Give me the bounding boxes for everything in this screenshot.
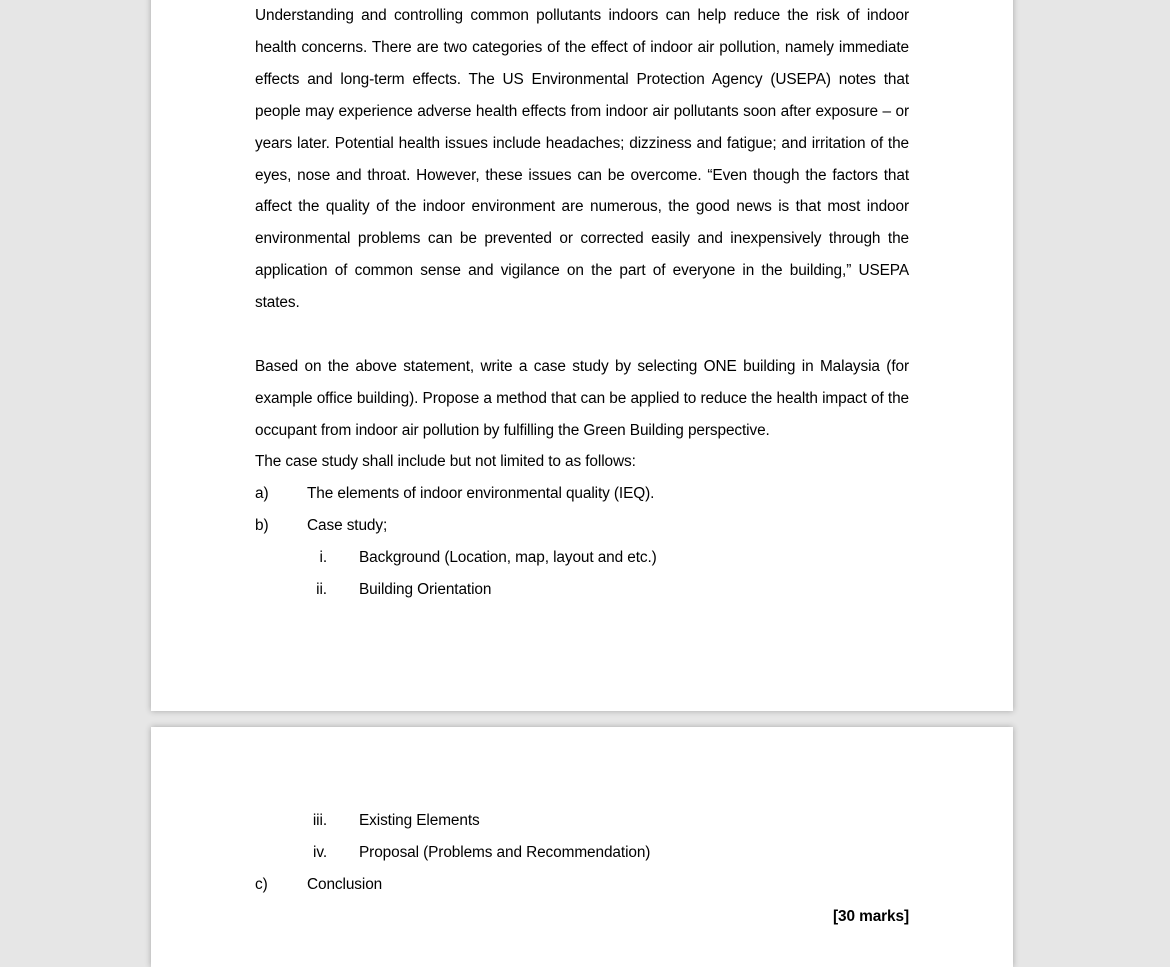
list-item-text: The elements of indoor environmental quality (IEQ). (307, 485, 655, 503)
list-item-b-ii (255, 574, 909, 606)
list-item-text: Proposal (Problems and Recommendation) (359, 843, 651, 861)
list-marker: iii. (312, 812, 327, 829)
list-marker: i. (319, 549, 327, 567)
list-item-text: Building Orientation (359, 581, 492, 599)
list-item-b-i (255, 542, 909, 574)
page-2-content (255, 805, 909, 933)
list-item-text: Existing Elements (359, 812, 480, 829)
list-marker: a) (255, 485, 269, 503)
list-marker: ii. (316, 581, 327, 599)
list-item-b-iv (255, 837, 909, 869)
list-item-b-iii (255, 805, 909, 837)
list-marker: c) (255, 875, 268, 893)
document-page-1 (151, 0, 1013, 711)
list-item-text: Conclusion (307, 875, 383, 893)
paragraph-indoor-pollutants: Understanding and controlling common pollutants indoors can help reduce the risk of indoor health concerns. There are two categories of the effect of indoor air pollution, namely immediate effects and long-term effects. The US Environmental Protection Agency (USEPA) notes that people may experience adverse health effects from indoor air pollutants soon after exposure – or years later. Potential health issues include headaches; dizziness and fatigue; and irritation of the eyes, nose and throat. However, these issues can be overcome. “Even though the factors that affect the quality of the indoor environment are numerous, the good news is that most indoor environmental problems can be prevented or corrected easily and inexpensively through the application of common sense and vigilance on the part of everyone in the building,” USEPA states. (255, 7, 909, 312)
paragraph-case-study-task: Based on the above statement, write a case study by selecting ONE building in Malaysia (for example office building). Propose a method that can be applied to reduce the health impact of the occupant from indoor air pollution by fulfilling the Green Building perspective. (255, 357, 909, 439)
document-page-2 (151, 727, 1013, 967)
marks-label: [30 marks] (833, 907, 909, 925)
list-item-b (255, 510, 909, 542)
page-1-content (255, 0, 909, 606)
list-marker: iv. (313, 843, 327, 861)
list-marker: b) (255, 517, 269, 535)
case-study-intro-line: The case study shall include but not limited to as follows: (255, 453, 636, 471)
list-item-a (255, 478, 909, 510)
list-item-text: Case study; (307, 517, 388, 535)
list-item-text: Background (Location, map, layout and etc.) (359, 549, 657, 567)
paragraph-spacer (255, 319, 909, 351)
list-item-c (255, 869, 909, 901)
